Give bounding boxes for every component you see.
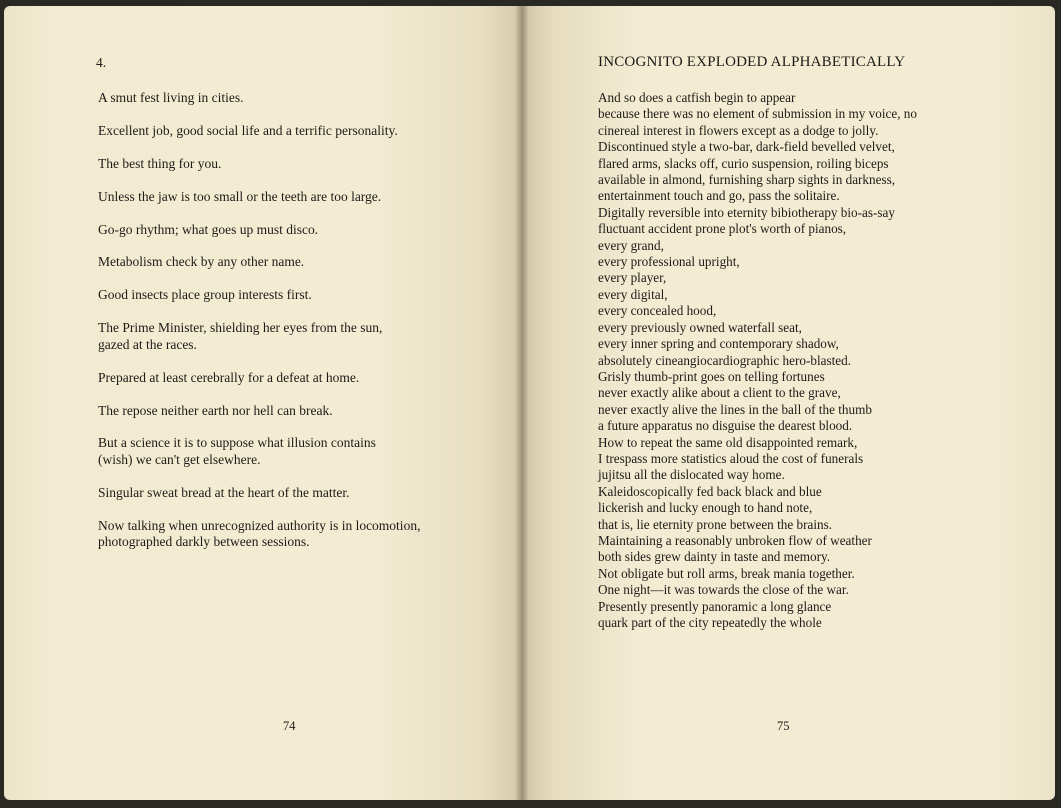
left-page xyxy=(4,6,522,800)
poem-line: Discontinued style a two-bar, dark-field bevelled velvet, xyxy=(598,139,895,155)
poem-line: flared arms, slacks off, curio suspension, roiling biceps xyxy=(598,155,889,171)
left-page-line-text: Good insects place group interests first. xyxy=(98,287,312,303)
poem-line: every inner spring and contemporary shadow, xyxy=(598,336,839,352)
poem-line: cinereal interest in flowers except as a dodge to jolly. xyxy=(598,122,879,138)
left-page-line xyxy=(98,435,508,468)
left-page-line-text: photographed darkly between sessions. xyxy=(98,534,310,550)
left-page-line-text: Metabolism check by any other name. xyxy=(98,254,305,270)
left-page-line xyxy=(98,370,508,387)
left-page-line-text: Excellent job, good social life and a terrific personality. xyxy=(98,122,398,138)
left-page-line xyxy=(98,287,508,304)
poem-line: I trespass more statistics aloud the cost of funerals xyxy=(598,450,864,466)
poem-line: every concealed hood, xyxy=(598,303,717,319)
page-number-right: 75 xyxy=(777,719,790,733)
poem-line: jujitsu all the dislocated way home. xyxy=(598,467,785,483)
poem-line: fluctuant accident prone plot's worth of pianos, xyxy=(598,221,847,237)
poem-line: lickerish and lucky enough to hand note, xyxy=(598,500,813,516)
left-page-line-text: A smut fest living in cities. xyxy=(98,90,244,105)
left-page-line-text: The repose neither earth nor hell can break. xyxy=(98,402,333,418)
right-page-lines xyxy=(598,90,1038,631)
left-page-line xyxy=(98,90,508,107)
left-page-line xyxy=(98,156,508,173)
poem-line: every digital, xyxy=(598,286,668,302)
left-page-line-text: Unless the jaw is too small or the teeth are too large. xyxy=(98,188,382,204)
poem-line: never exactly alive the lines in the ball of the thumb xyxy=(598,401,872,417)
poem-line: Digitally reversible into eternity bibiotherapy bio-as-say xyxy=(598,204,896,220)
left-page-line xyxy=(98,403,508,420)
poem-line: Presently presently panoramic a long glance xyxy=(598,598,832,614)
left-page-line-text: Prepared at least cerebrally for a defeat at home. xyxy=(98,369,360,385)
poem-line: Maintaining a reasonably unbroken flow of weather xyxy=(598,532,872,548)
left-page-line xyxy=(98,189,508,206)
poem-line: every professional upright, xyxy=(598,254,740,270)
poem-title: INCOGNITO EXPLODED ALPHABETICALLY xyxy=(598,54,906,70)
poem-line: quark part of the city repeatedly the whole xyxy=(598,615,822,630)
left-page-line-text: Singular sweat bread at the heart of the matter. xyxy=(98,484,350,500)
poem-line: absolutely cineangiocardiographic hero-blasted. xyxy=(598,352,852,368)
poem-line: never exactly alike about a client to the grave, xyxy=(598,385,841,401)
poem-line: Kaleidoscopically fed back black and blue xyxy=(598,483,822,499)
poem-line: And so does a catfish begin to appear xyxy=(598,90,796,105)
poem-line: every previously owned waterfall seat, xyxy=(598,319,802,335)
left-page-line-text: But a science it is to suppose what illusion contains xyxy=(98,435,376,451)
poem-line: a future apparatus no disguise the dearest blood. xyxy=(598,418,853,434)
right-page xyxy=(522,6,1055,800)
poem-line: One night—it was towards the close of the war. xyxy=(598,582,849,598)
poem-line: How to repeat the same old disappointed remark, xyxy=(598,434,858,450)
left-page-line xyxy=(98,222,508,239)
left-page-line xyxy=(98,485,508,502)
poem-line: because there was no element of submission in my voice, no xyxy=(598,106,917,122)
poem-line: available in almond, furnishing sharp sights in darkness, xyxy=(598,172,896,188)
page-number-left: 74 xyxy=(283,719,296,733)
left-page-line xyxy=(98,254,508,271)
poem-line: both sides grew dainty in taste and memory. xyxy=(598,549,831,565)
left-page-line-text: The best thing for you. xyxy=(98,155,222,171)
poem-line: every player, xyxy=(598,270,667,286)
left-page-line xyxy=(98,320,508,353)
poem-line: Not obligate but roll arms, break mania together. xyxy=(598,565,855,581)
left-page-line-text: Now talking when unrecognized authority is in locomotion, xyxy=(98,517,421,533)
left-page-line-text: Go-go rhythm; what goes up must disco. xyxy=(98,221,319,237)
poem-line: every grand, xyxy=(598,237,664,253)
poem-line: Grisly thumb-print goes on telling fortunes xyxy=(598,368,825,384)
left-page-line xyxy=(98,123,508,140)
poem-line: that is, lie eternity prone between the brains. xyxy=(598,516,833,532)
left-page-line-text: The Prime Minister, shielding her eyes from the sun, xyxy=(98,320,383,336)
section-number: 4. xyxy=(96,55,107,70)
left-page-line xyxy=(98,518,508,551)
left-page-lines xyxy=(98,90,508,567)
left-page-line-text: gazed at the races. xyxy=(98,336,197,352)
left-page-line-text: (wish) we can't get elsewhere. xyxy=(98,451,261,467)
poem-line: entertainment touch and go, pass the solitaire. xyxy=(598,188,840,204)
